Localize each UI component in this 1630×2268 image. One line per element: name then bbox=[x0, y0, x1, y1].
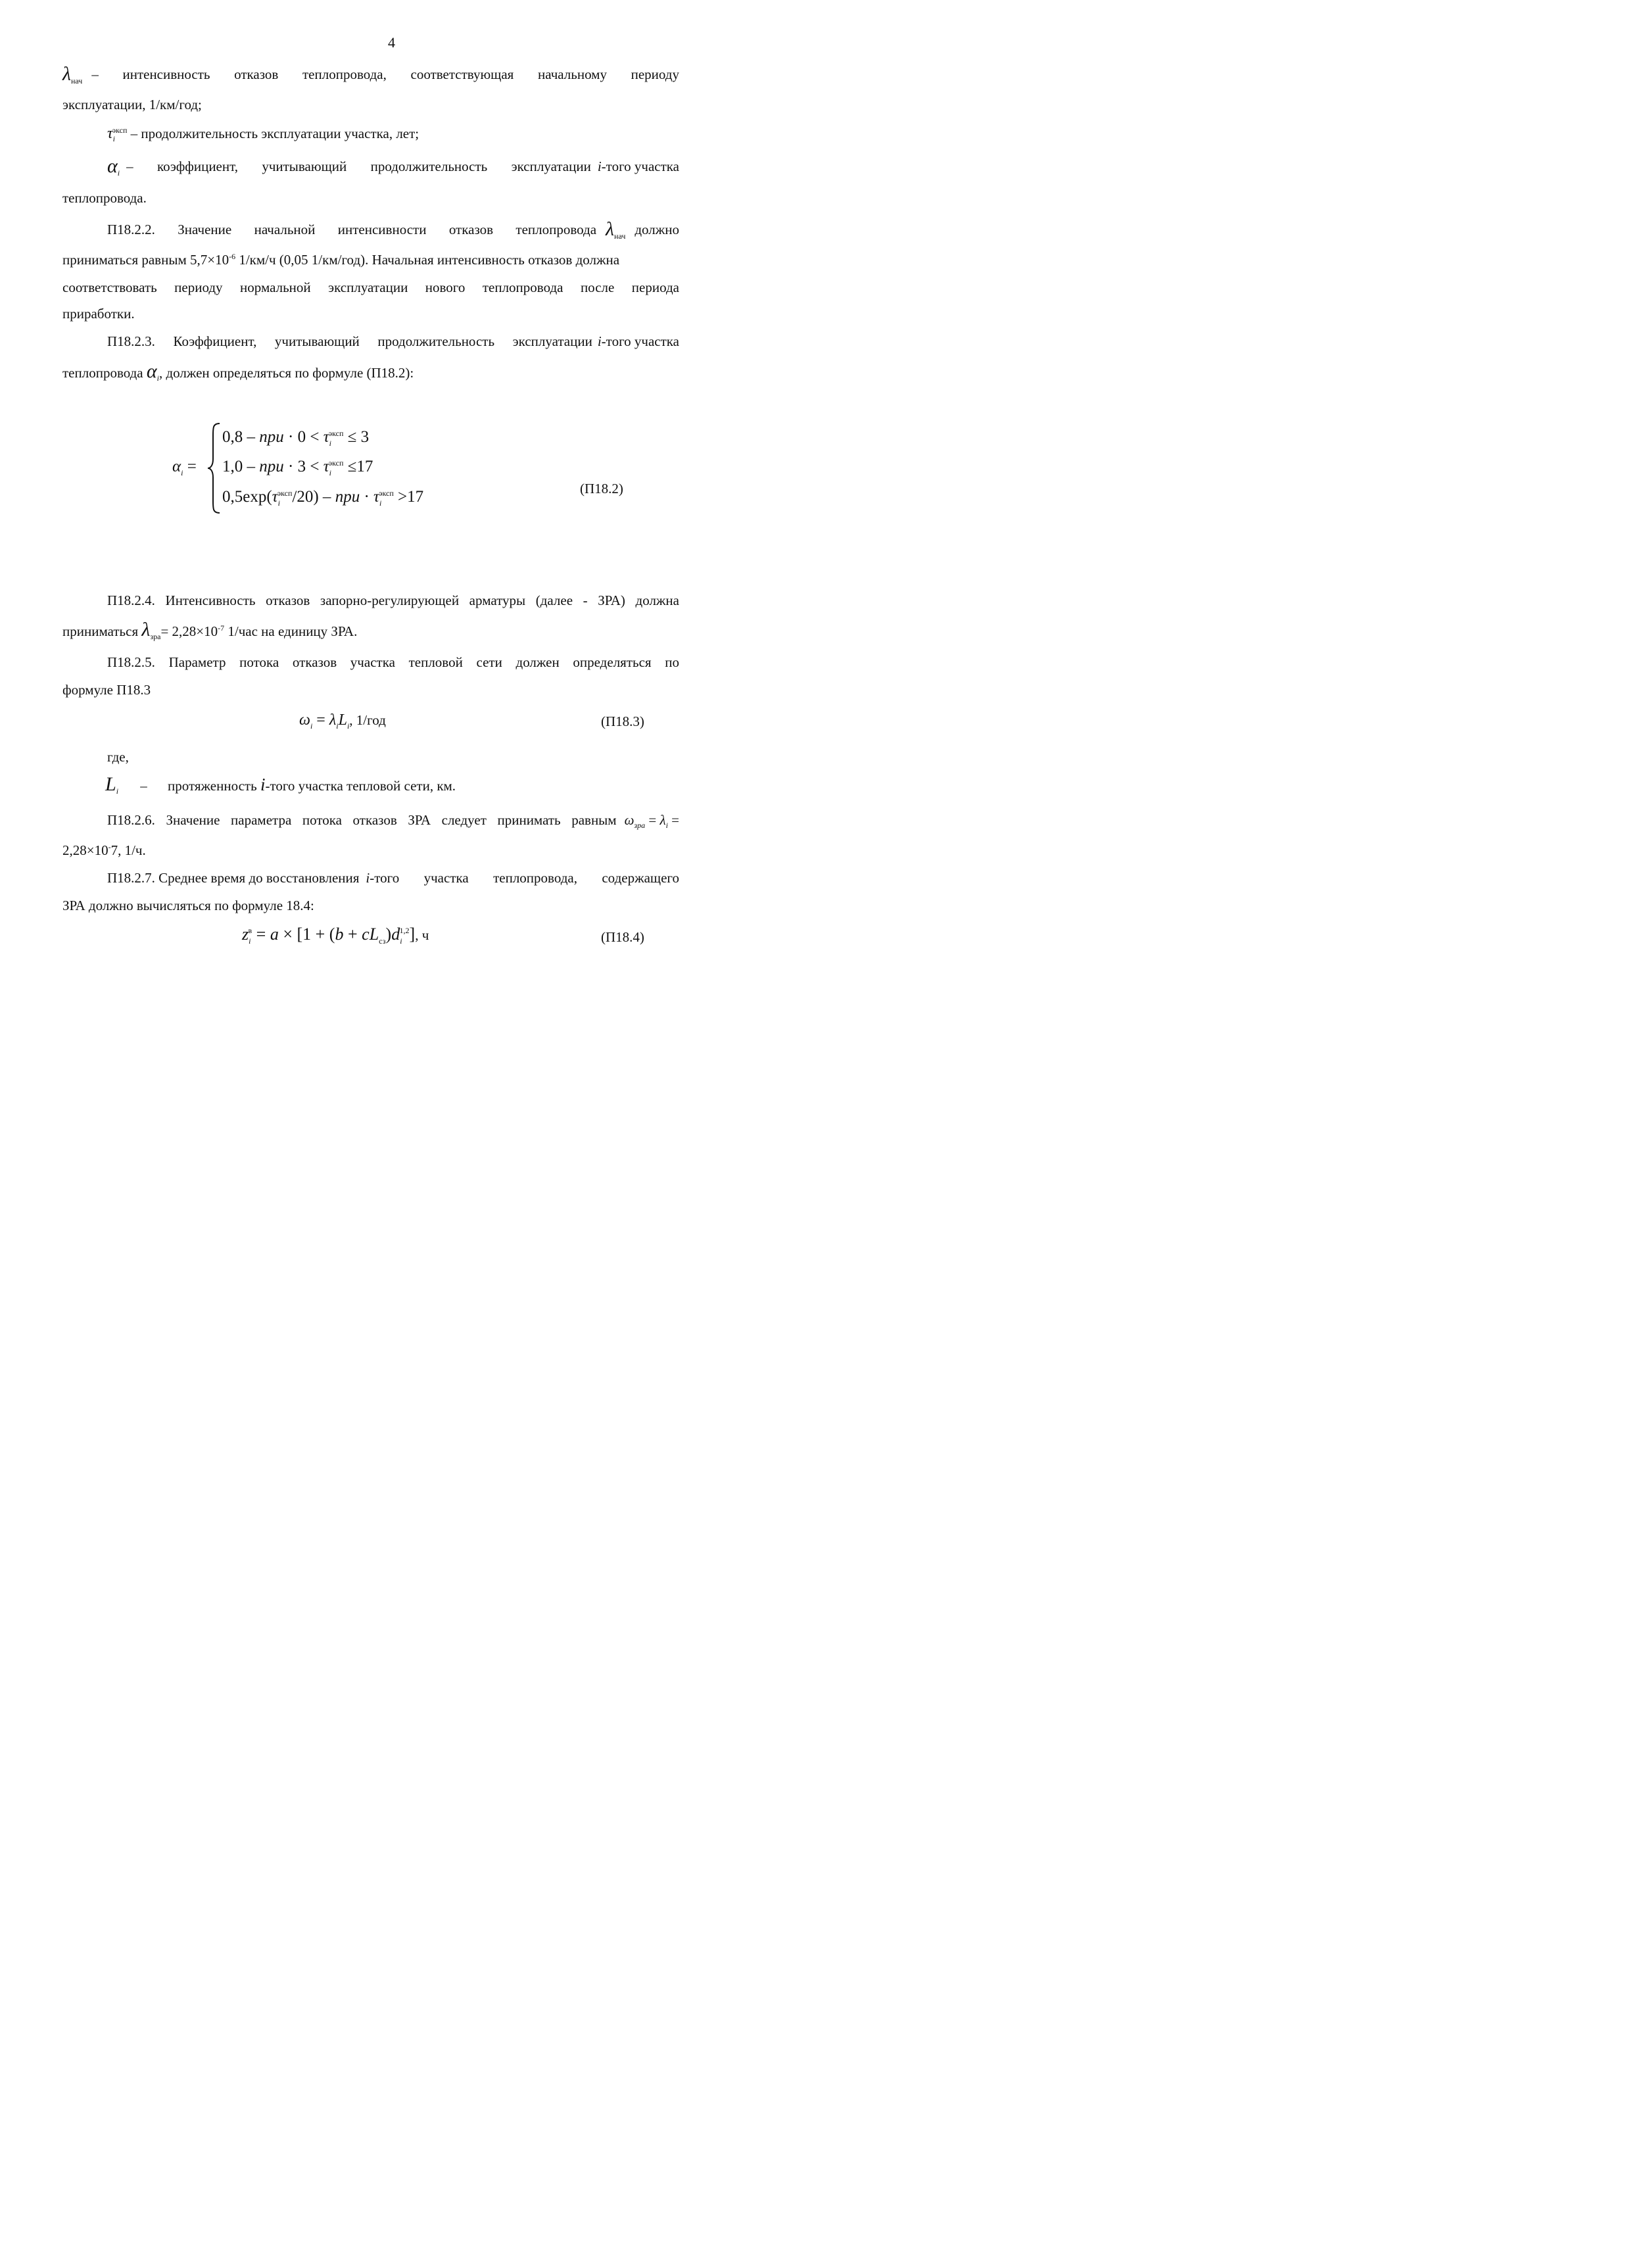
definition-L: $L_i$ – протяженность i-того участка тепловой сети, км. bbox=[105, 773, 456, 796]
p18-2-7-line1: П18.2.7. Среднее время до восстановления i-того участка теплопровода, содержащего bbox=[107, 870, 679, 886]
p18-2-2-line1: П18.2.2. Значение начальной интенсивности отказов теплопровода $\lambda_{нач}$ должно bbox=[107, 218, 679, 241]
p18-2-4-line2: приниматься $\lambda_{зра}= 2,28\times 10^{-7}$ 1/час на единицу ЗРА. bbox=[62, 619, 358, 642]
p18-2-5-line1: П18.2.5. Параметр потока отказов участка тепловой сети должен определяться по bbox=[107, 654, 679, 670]
formula-18-2-case3: $0,5\exp(\tau_i^{эксп}/20)$ – при · $\tau_i^{эксп} >17$ bbox=[222, 488, 424, 508]
p18-2-6-line1: П18.2.6. Значение параметра потока отказов ЗРА следует принимать равным $\omega_{зра} = \lambda_i$ = bbox=[107, 812, 679, 831]
p18-2-3-line1: П18.2.3. Коэффициент, учитывающий продолжительность эксплуатации i-того участка bbox=[107, 333, 679, 349]
definition-alpha-line2: теплопровода. bbox=[62, 190, 147, 206]
formula-18-2-lhs: $\alpha_i$ = bbox=[172, 458, 197, 477]
formula-18-2-case2: 1,0 – при · $3 < \tau_i^{эксп} \le 17$ bbox=[222, 458, 373, 477]
p18-2-7-line2: ЗРА должно вычисляться по формуле 18.4: bbox=[62, 898, 314, 913]
definition-alpha-line1: $\alpha_i$ – коэффициент, учитывающий продолжительность эксплуатации i-того участка bbox=[107, 155, 679, 178]
lambda-nach-symbol: $\lambda_{нач}$ bbox=[62, 63, 83, 86]
document-page bbox=[0, 0, 744, 1052]
formula-18-2-case1: 0,8 – при · $0 < \tau_i^{эксп} \le 3$ bbox=[222, 428, 370, 448]
p18-2-2-line3: соответствовать периоду нормальной эксплуатации нового теплопровода после периода bbox=[62, 279, 679, 295]
p18-2-2-line2: приниматься равным $5,7\times 10^{-6}$ 1/км/ч (0,05 1/км/год). Начальная интенсивность отказов должна bbox=[62, 252, 620, 268]
formula-18-3-number: (П18.3) bbox=[601, 713, 644, 729]
p18-2-5-line2: формуле П18.3 bbox=[62, 682, 151, 698]
formula-18-2-number: (П18.2) bbox=[580, 481, 623, 496]
formula-brace bbox=[206, 422, 221, 514]
where-label: где, bbox=[107, 749, 129, 765]
formula-18-3: $\omega_i = \lambda_iL_i$, 1/год bbox=[299, 712, 386, 731]
p18-2-3-line2: теплопровода $\alpha_i$, должен определяться по формуле (П18.2): bbox=[62, 360, 414, 383]
p18-2-4-line1: П18.2.4. Интенсивность отказов запорно-регулирующей арматуры (далее - ЗРА) должна bbox=[107, 592, 679, 608]
definition-lambda-nach-line2: эксплуатации, 1/км/год; bbox=[62, 97, 202, 112]
formula-18-4-number: (П18.4) bbox=[601, 929, 644, 945]
definition-text: – интенсивность отказов теплопровода, соответствующая начальному периоду bbox=[91, 66, 679, 82]
formula-18-4: $z_i^в = a \times [1 + (b + cL_{сз})d_i^{1,2}]$, ч bbox=[242, 925, 429, 946]
definition-tau: $\tau_i^{эксп}$ – продолжительность эксплуатации участка, лет; bbox=[107, 125, 419, 144]
definition-lambda-nach-line1 bbox=[62, 63, 679, 86]
p18-2-2-line4: приработки. bbox=[62, 306, 135, 322]
p18-2-6-line2: 2,28×10-7, 1/ч. bbox=[62, 842, 146, 858]
page-number: 4 bbox=[388, 34, 395, 51]
